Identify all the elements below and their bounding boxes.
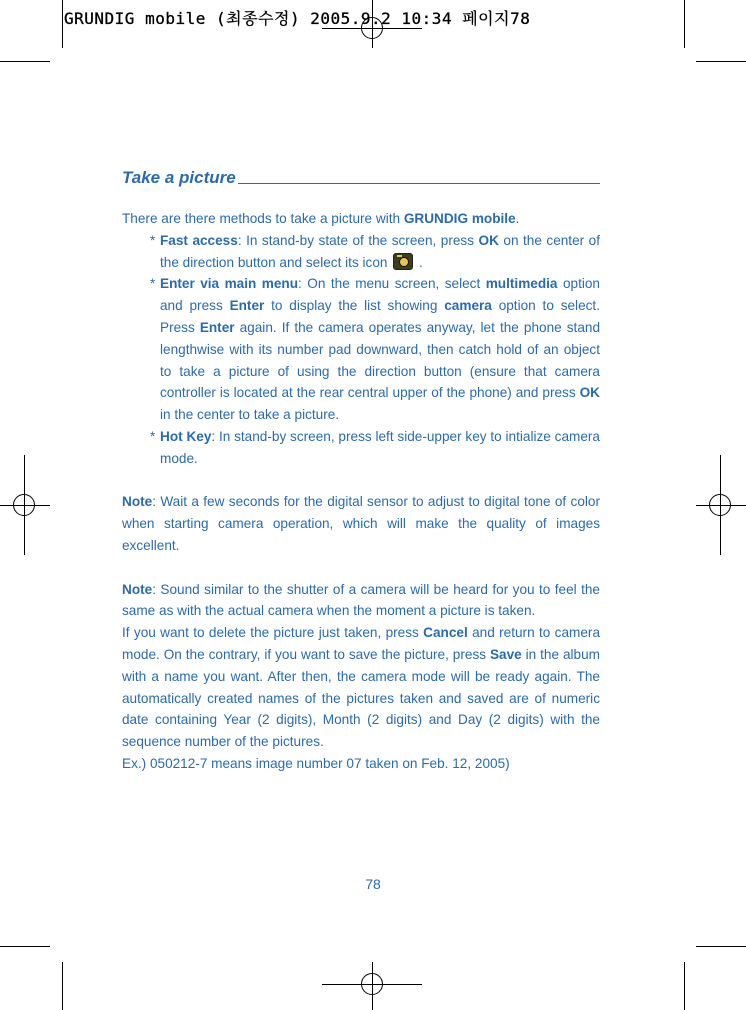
method-text: option and press bbox=[160, 276, 600, 314]
note-label: Note bbox=[122, 494, 153, 510]
list-item-main-menu bbox=[150, 273, 600, 426]
page-title: Take a picture bbox=[122, 168, 236, 187]
crop-mark bbox=[696, 946, 746, 947]
method-text: . bbox=[415, 254, 423, 270]
body-text: and return to camera mode. On the contrary, if you want to save the picture, press bbox=[122, 625, 600, 662]
crop-mark bbox=[684, 0, 685, 48]
method-text: option to select. Press bbox=[160, 298, 600, 335]
crop-mark bbox=[0, 946, 50, 947]
method-text: : On the menu screen, select bbox=[298, 276, 486, 292]
method-text: to display the list showing bbox=[264, 298, 445, 314]
key-name: OK bbox=[478, 232, 499, 248]
method-text: in the center to take a picture. bbox=[160, 407, 340, 423]
page-number: 78 bbox=[365, 876, 381, 892]
bullet-marker: * bbox=[150, 232, 156, 248]
page-content bbox=[122, 164, 600, 775]
example-line: Ex.) 050212-7 means image number 07 taken on Feb. 12, 2005) bbox=[122, 755, 510, 771]
key-name: Cancel bbox=[423, 625, 468, 641]
menu-option: camera bbox=[444, 298, 492, 314]
crop-mark bbox=[62, 0, 63, 48]
crop-mark bbox=[684, 962, 685, 1010]
body-text: If you want to delete the picture just taken, press bbox=[122, 625, 424, 641]
registration-mark bbox=[13, 494, 35, 516]
note-paragraph bbox=[122, 579, 600, 623]
method-label: Fast access bbox=[160, 232, 238, 248]
method-text: : In stand-by screen, press left side-upper key to intialize camera mode. bbox=[160, 428, 600, 466]
intro-text: . bbox=[515, 211, 520, 226]
registration-mark bbox=[361, 973, 383, 995]
note-text: : Sound similar to the shutter of a camera will be heard for you to feel the same as with the actual camera when the moment a picture is taken. bbox=[122, 581, 600, 619]
section-heading bbox=[122, 164, 600, 188]
method-label: Enter via main menu bbox=[160, 276, 299, 292]
camera-icon bbox=[393, 253, 413, 270]
body-text: in the album with a name you want. After then, the camera mode will be ready again. The automatically created names of the pictures taken and saved are of numeric date containing Year (2 digits), Month (2 digits) and Day (2 digits) with the sequence number of the pictures. bbox=[122, 646, 600, 750]
method-text: : In stand-by state of the screen, press bbox=[237, 232, 479, 248]
title-underline bbox=[238, 183, 600, 184]
crop-mark bbox=[62, 962, 63, 1010]
key-name: Enter bbox=[229, 298, 265, 314]
note-text: : Wait a few seconds for the digital sensor to adjust to digital tone of color when starting camera operation, which will make the quality of images excellent. bbox=[122, 494, 600, 553]
menu-option: multimedia bbox=[485, 276, 558, 292]
registration-mark bbox=[709, 494, 731, 516]
methods-list bbox=[150, 230, 600, 470]
crop-mark bbox=[0, 61, 50, 62]
list-item-hot-key bbox=[150, 426, 600, 470]
note-paragraph bbox=[122, 491, 600, 556]
method-text: again. If the camera operates anyway, let the phone stand lengthwise with its number pad downward, then catch hold of an object to take a picture of using the direction button (ensure that camera controller is located at the rear central upper of the phone) and press bbox=[160, 319, 601, 401]
key-name: Save bbox=[489, 646, 522, 662]
brand-name: GRUNDIG mobile bbox=[403, 211, 516, 226]
delete-save-paragraph bbox=[122, 622, 600, 753]
intro-paragraph bbox=[122, 208, 600, 230]
print-slug: GRUNDIG mobile (최종수정) 2005.9.2 10:34 페이지78 bbox=[64, 9, 531, 28]
method-label: Hot Key bbox=[160, 428, 212, 444]
bullet-marker: * bbox=[150, 428, 156, 444]
intro-text: There are there methods to take a picture with bbox=[122, 211, 404, 226]
crop-mark bbox=[696, 61, 746, 62]
bullet-marker: * bbox=[150, 276, 156, 292]
key-name: OK bbox=[579, 385, 600, 401]
key-name: Enter bbox=[199, 319, 235, 335]
list-item-fast-access bbox=[150, 230, 600, 274]
note-label: Note bbox=[122, 581, 153, 597]
method-text: on the center of the direction button and select its icon bbox=[160, 232, 600, 270]
